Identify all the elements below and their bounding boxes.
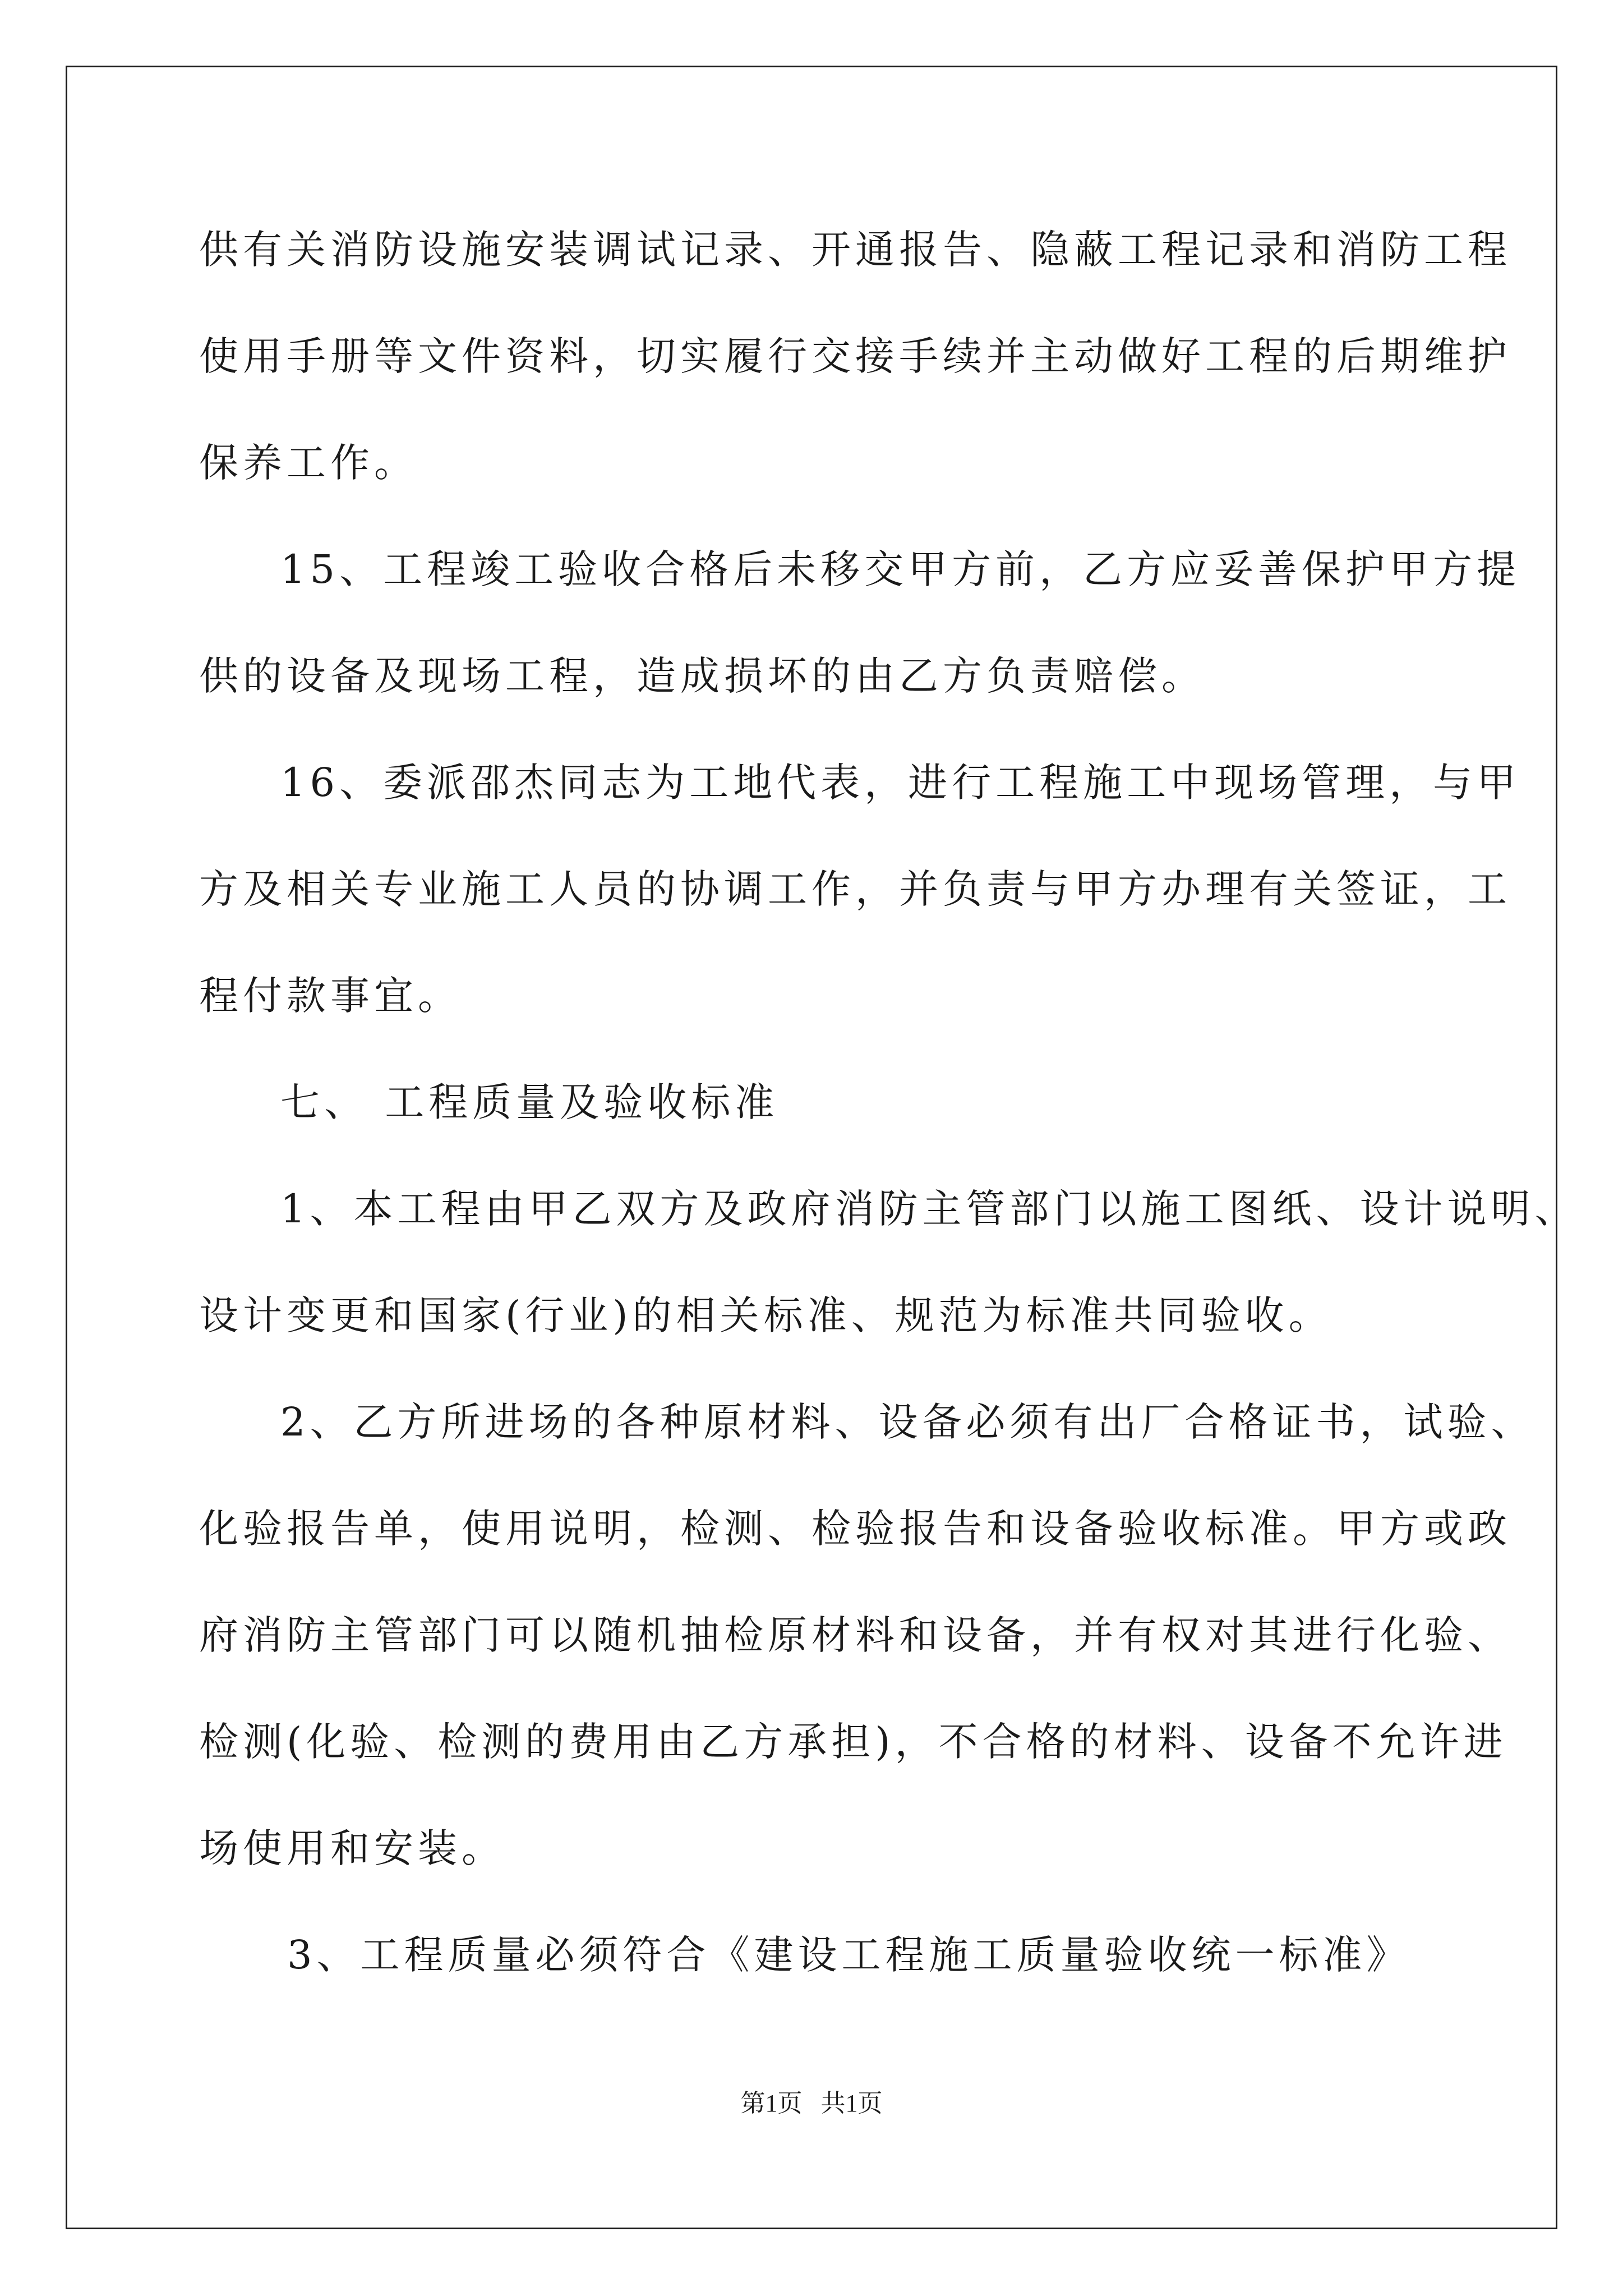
text-line-16: 场使用和安装。	[199, 1825, 505, 1871]
text-line-7: 方及相关专业施工人员的协调工作，并负责与甲方办理有关签证，工	[199, 866, 1511, 912]
text-line-17: 3、工程质量必须符合《建设工程施工质量验收统一标准》	[287, 1932, 1410, 1978]
text-line-12: 2、乙方所进场的各种原材料、设备必须有出厂合格证书，试验、	[280, 1399, 1535, 1445]
text-line-4: 15、工程竣工验收合格后未移交甲方前，乙方应妥善保护甲方提	[280, 546, 1521, 592]
section-heading: 七、 工程质量及验收标准	[280, 1079, 779, 1125]
text-line-2: 使用手册等文件资料，切实履行交接手续并主动做好工程的后期维护	[199, 333, 1511, 379]
text-line-14: 府消防主管部门可以随机抽检原材料和设备，并有权对其进行化验、	[199, 1612, 1511, 1658]
page-footer: 第1页 共1页	[740, 2090, 883, 2117]
page-border	[66, 66, 1557, 2229]
text-line-10: 1、本工程由甲乙双方及政府消防主管部门以施工图纸、设计说明、	[280, 1186, 1579, 1232]
text-line-3: 保养工作。	[199, 440, 418, 486]
text-line-8: 程付款事宜。	[199, 973, 462, 1019]
text-line-1: 供有关消防设施安装调试记录、开通报告、隐蔽工程记录和消防工程	[199, 227, 1511, 273]
text-line-15: 检测(化验、检测的费用由乙方承担)，不合格的材料、设备不允许进	[199, 1719, 1507, 1765]
text-line-11: 设计变更和国家(行业)的相关标准、规范为标准共同验收。	[199, 1292, 1332, 1338]
text-line-5: 供的设备及现场工程，造成损坏的由乙方负责赔偿。	[199, 653, 1205, 699]
text-line-6: 16、委派邵杰同志为工地代表，进行工程施工中现场管理，与甲	[280, 760, 1521, 806]
text-line-13: 化验报告单，使用说明，检测、检验报告和设备验收标准。甲方或政	[199, 1506, 1511, 1552]
